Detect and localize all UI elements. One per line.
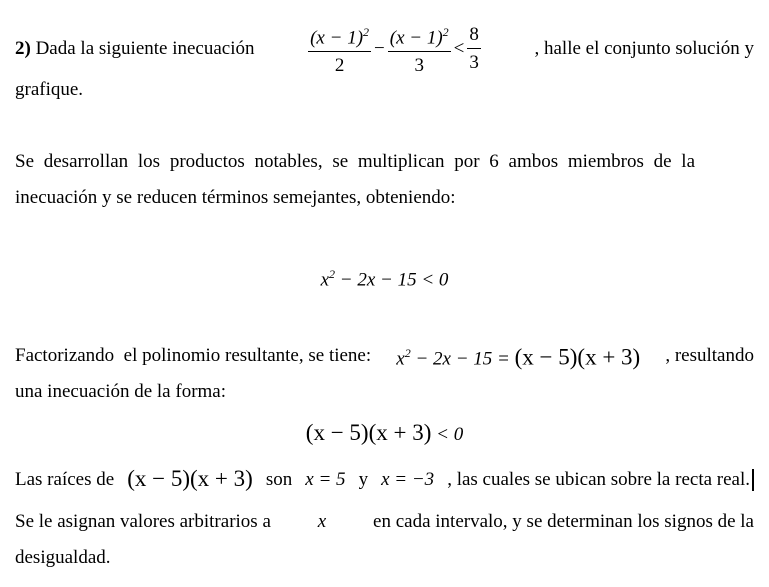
fraction-2 [388,22,451,76]
equation-2: (x − 5)(x + 3) < 0 [305,420,464,445]
paragraph-2-line-1 [15,342,754,370]
fraction-2-denominator: 3 [414,55,424,77]
fraction-3-numerator: 8 [467,25,481,49]
roots-expression: (x − 5)(x + 3) [127,466,253,491]
paragraph-2-text: Factorizando el polinomio resultante, se tiene: [15,345,372,367]
problem-line-2: grafique. [15,79,84,100]
paragraph-1-line-1 [15,151,754,173]
paragraph-4-end: en cada intervalo, y se determinan los signos de la [373,511,754,532]
paragraph-4-line-1 [15,511,754,533]
paragraph-2-line-2: una inecuación de la forma: [15,381,227,402]
fraction-3-denominator: 3 [469,52,479,74]
paragraph-2-after: , resultando [665,345,754,367]
paragraph-3-start: Las raíces de [15,469,115,490]
paragraph-3-line [15,468,754,492]
paragraph-4-variable: x [317,511,327,532]
paragraph-4-start: Se le asignan valores arbitrarios a [15,511,271,532]
paragraph-3-son: son [265,469,293,490]
less-than-sign: < [453,38,465,60]
paragraph-1-line-2: inecuación y se reducen términos semejantes, obteniendo: [15,187,456,208]
paragraph-3-y: y [358,469,369,490]
equation-1: $x^2 - 2x - 15 < 0$ [320,267,449,291]
fraction-1-numerator: $(x - 1)^2$ [308,22,371,52]
text-cursor [752,469,754,491]
problem-line-1 [15,22,754,76]
minus-sign: − [374,38,385,60]
root-1: x = 5 [305,469,346,490]
problem-number: 2) [15,38,31,60]
paragraph-3-end: , las cuales se ubican sobre la recta real. [447,469,754,492]
fraction-3 [467,25,481,73]
problem-intro-group [15,38,255,60]
fraction-1-denominator: 2 [334,55,345,77]
problem-intro: Dada la siguiente inecuación [35,38,255,60]
paragraph-4-line-2: desigualdad. [15,547,111,568]
factorization-expression: $x^2 - 2x - 15 = (x - 5)(x + 3)$ [396,344,641,370]
fraction-2-numerator: $(x - 1)^2$ [388,22,451,52]
root-2: x = −3 [381,469,435,490]
inequation-formula [305,22,484,76]
fraction-1 [308,22,371,76]
paragraph-1-text: Se desarrollan los productos notables, se multiplican por 6 ambos miembros de la [15,151,696,172]
problem-after: , halle el conjunto solución y [534,38,754,60]
